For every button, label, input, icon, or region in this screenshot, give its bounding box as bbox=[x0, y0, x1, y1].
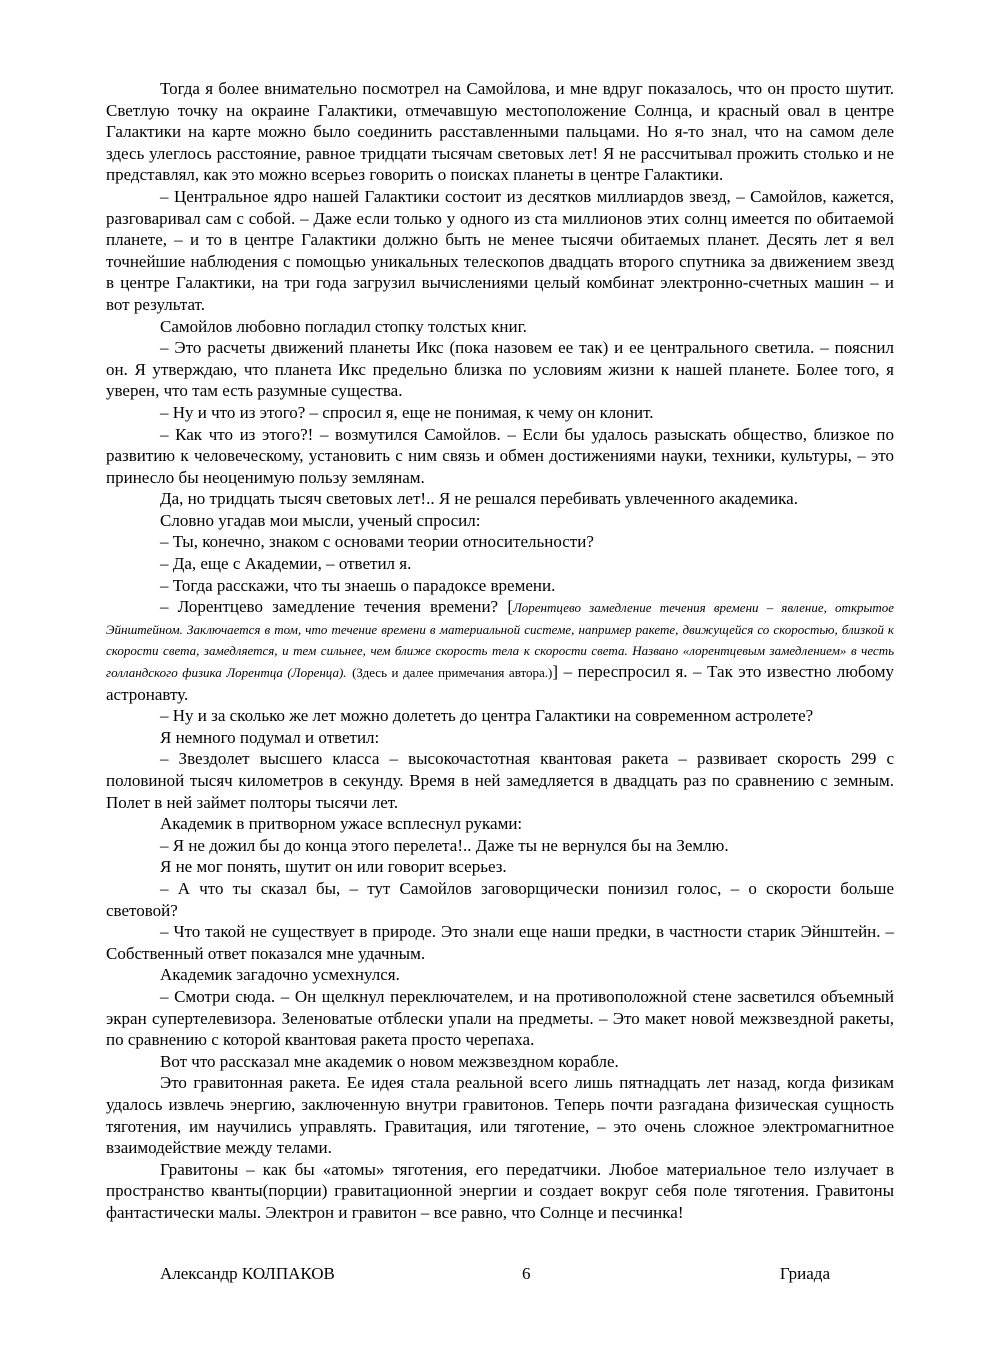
paragraph: Словно угадав мои мысли, ученый спросил: bbox=[160, 510, 481, 530]
paragraph: Вот что рассказал мне академик о новом межзвездном корабле. bbox=[160, 1051, 619, 1071]
footnote-paragraph bbox=[106, 596, 894, 705]
paragraph: – Тогда расскажи, что ты знаешь о парадоксе времени. bbox=[160, 575, 556, 595]
paragraph: – Как что из этого?! – возмутился Самойлов. – Если бы удалось разыскать общество, близкое по развитию к человеческому, установить с ним связь и обмен достижениями науки, техники, культуры, – это принесло бы неоценимую пользу землянам. bbox=[106, 424, 894, 487]
paragraph: – Что такой не существует в природе. Это знали еще наши предки, в частности старик Эйнштейн. – Собственный ответ показался мне удачным. bbox=[106, 922, 894, 963]
page-number: 6 bbox=[522, 1264, 531, 1283]
paragraph: Самойлов любовно погладил стопку толстых книг. bbox=[160, 316, 527, 336]
footnote-trail: ] – переспросил я. – Так это известно любому астронавту. bbox=[106, 662, 895, 704]
paragraph: – Я не дожил бы до конца этого перелета!.. Даже ты не вернулся бы на Землю. bbox=[160, 835, 729, 855]
paragraph: Это гравитонная ракета. Ее идея стала реальной всего лишь пятнадцать лет назад, когда физикам удалось извлечь энергию, заключенную внутри гравитонов. Теперь почти разгадана физическая сущность тяготения, им научились управлять. Гравитация, или тяготение, – это очень сложное электромагнитное взаимодействие между телами. bbox=[106, 1073, 894, 1158]
paragraph: Академик в притворном ужасе всплеснул руками: bbox=[160, 814, 523, 834]
paragraph: Я не мог понять, шутит он или говорит всерьез. bbox=[160, 857, 507, 877]
paragraph: – Ну и что из этого? – спросил я, еще не понимая, к чему он клонит. bbox=[160, 402, 654, 422]
paragraph: – Ну и за сколько же лет можно долететь до центра Галактики на современном астролете? bbox=[160, 706, 814, 726]
footer-author: Александр КОЛПАКОВ bbox=[160, 1264, 335, 1283]
footnote-note-tail: (Здесь и далее примечания автора.) bbox=[352, 665, 553, 681]
paragraph: – Центральное ядро нашей Галактики состоит из десятков миллиардов звезд, – Самойлов, кажется, разговаривал сам с собой. – Даже если только у одного из ста миллионов этих солнц имеется по обитаемой планете, – и то в центре Галактики должно быть не менее тысячи обитаемых планет. Десять лет я вел точнейшие наблюдения с помощью уникальных телескопов двадцать второго спутника за движением звезд в центре Галактики, на три года загрузил вычислениями целый комбинат электронно-счетных машин – и вот результат. bbox=[106, 186, 894, 314]
paragraph: Гравитоны – как бы «атомы» тяготения, его передатчики. Любое материальное тело излучает в пространство кванты(порции) гравитационной энергии и создает вокруг себя поле тяготения. Гравитоны фантастически малы. Электрон и гравитон – все равно, что Солнце и песчинка! bbox=[106, 1159, 894, 1222]
paragraph: Да, но тридцать тысяч световых лет!.. Я не решался перебивать увлеченного академика. bbox=[160, 489, 798, 509]
paragraph: Я немного подумал и ответил: bbox=[160, 727, 380, 747]
footer-book-title: Гриада bbox=[779, 1264, 830, 1283]
page-footer bbox=[160, 1264, 830, 1288]
paragraph: – Ты, конечно, знаком с основами теории относительности? bbox=[160, 532, 594, 552]
paragraph: – А что ты сказал бы, – тут Самойлов заговорщически понизил голос, – о скорости больше световой? bbox=[106, 878, 894, 920]
paragraph: – Смотри сюда. – Он щелкнул переключателем, и на противоположной стене засветился объемный экран супертелевизора. Зеленоватые отблески упали на предметы. – Это макет новой межзвездной ракеты, по сравнению с которой квантовая ракета просто черепаха. bbox=[106, 986, 894, 1050]
footnote-lead: – Лорентцево замедление течения времени? [ bbox=[160, 597, 513, 617]
page-body bbox=[106, 78, 894, 1223]
paragraph: Академик загадочно усмехнулся. bbox=[160, 965, 400, 985]
paragraph: – Да, еще с Академии, – ответил я. bbox=[160, 554, 412, 574]
footnote-note: Лорентцево замедление течения времени – явление, открытое Эйнштейном. Заключается в том, что течение времени в материальной системе, например ракете, движущейся со скоростью, близкой к скорости света, замедляется, и тем сильнее, чем ближе скорость тела к скорости света. Названо «лорентцевым замедлением» в честь голландского физика Лорентца (Лоренца). bbox=[106, 600, 894, 681]
paragraph: Тогда я более внимательно посмотрел на Самойлова, и мне вдруг показалось, что он просто шутит. Светлую точку на окраине Галактики, отмечавшую местоположение Солнца, и красный овал в центре Галактики на карте можно было соединить расставленными пальцами. Но я-то знал, что на самом деле здесь улеглось расстояние, равное тридцати тысячам световых лет! Я не рассчитывал прожить столько и не представлял, как это можно всерьез говорить о поисках планеты в центре Галактики. bbox=[106, 79, 894, 185]
paragraph: – Звездолет высшего класса – высокочастотная квантовая ракета – развивает скорость 299 с половиной тысяч километров в секунду. Время в ней замедляется в двадцать раз по сравнению с земным. Полет в ней займет полторы тысячи лет. bbox=[106, 749, 894, 812]
paragraph: – Это расчеты движений планеты Икс (пока назовем ее так) и ее центрального светила. – пояснил он. Я утверждаю, что планета Икс предельно близка по условиям жизни к нашей планете. Более того, я уверен, что там есть разумные существа. bbox=[106, 338, 894, 401]
